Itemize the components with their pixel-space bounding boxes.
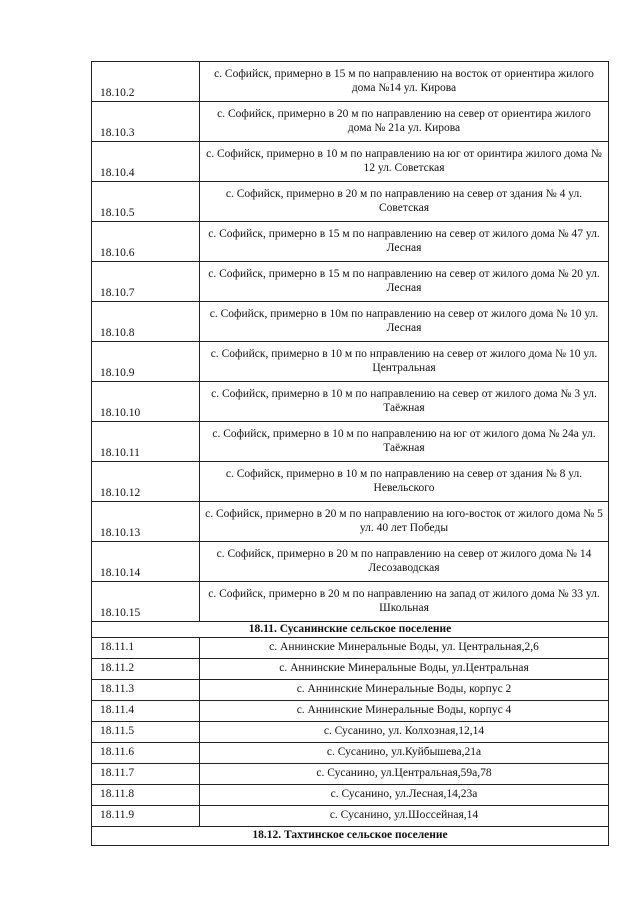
row-number: 18.11.9: [92, 806, 200, 827]
table-row: [92, 806, 609, 827]
table-row: [92, 142, 609, 182]
row-number: 18.11.2: [92, 659, 200, 680]
table-row: [92, 182, 609, 222]
row-number: 18.10.3: [92, 102, 200, 142]
row-number: 18.10.11: [92, 422, 200, 462]
row-address: с. Софийск, примерно в 10 м по нправлению на север от жилого дома № 10 ул. Центральная: [200, 342, 609, 382]
row-address: с. Софийск, примерно в 15 м по направлению на север от жилого дома № 20 ул. Лесная: [200, 262, 609, 302]
table-row: [92, 582, 609, 622]
row-number: 18.10.8: [92, 302, 200, 342]
row-address: с. Софийск, примерно в 10 м по направлению на север от жилого дома № 3 ул. Таёжная: [200, 382, 609, 422]
row-number: 18.10.12: [92, 462, 200, 502]
table-row: [92, 262, 609, 302]
table-row: [92, 542, 609, 582]
row-number: 18.10.10: [92, 382, 200, 422]
table-row: [92, 701, 609, 722]
row-number: 18.10.15: [92, 582, 200, 622]
table-row: [92, 302, 609, 342]
row-address: с. Аннинские Минеральные Воды, корпус 2: [200, 680, 609, 701]
row-number: 18.10.14: [92, 542, 200, 582]
section-title: 18.12. Тахтинское сельское поселение: [92, 827, 609, 846]
row-address: с. Софийск, примерно в 10 м по направлению на север от здания № 8 ул. Невельского: [200, 462, 609, 502]
section-header-row: [92, 827, 609, 846]
table-row: [92, 764, 609, 785]
row-number: 18.11.5: [92, 722, 200, 743]
row-number: 18.10.5: [92, 182, 200, 222]
row-address: с. Сусанино, ул.Шоссейная,14: [200, 806, 609, 827]
row-address: с. Софийск, примерно в 10 м по направлению на юг от жилого дома № 24а ул. Таёжная: [200, 422, 609, 462]
row-number: 18.11.1: [92, 638, 200, 659]
row-number: 18.10.4: [92, 142, 200, 182]
row-address: с. Софийск, примерно в 20 м по направлению на юго-восток от жилого дома № 5 ул. 40 лет Победы: [200, 502, 609, 542]
row-number: 18.11.8: [92, 785, 200, 806]
section-title: 18.11. Сусанинские сельское поселение: [92, 622, 609, 638]
row-address: с. Софийск, примерно в 20 м по направлению на запад от жилого дома № 33 ул. Школьная: [200, 582, 609, 622]
address-table: [91, 61, 609, 846]
table-row: [92, 502, 609, 542]
row-address: с. Сусанино, ул. Колхозная,12,14: [200, 722, 609, 743]
table-row: [92, 422, 609, 462]
row-address: с. Аннинские Минеральные Воды, ул. Центральная,2,6: [200, 638, 609, 659]
table-row: [92, 382, 609, 422]
table-row: [92, 222, 609, 262]
row-address: с. Сусанино, ул.Куйбышева,21а: [200, 743, 609, 764]
table-row: [92, 342, 609, 382]
table-row: [92, 62, 609, 102]
row-number: 18.10.6: [92, 222, 200, 262]
row-address: с. Софийск, примерно в 20 м по направлению на север от жилого дома № 14 Лесозаводская: [200, 542, 609, 582]
table-row: [92, 638, 609, 659]
table-row: [92, 659, 609, 680]
row-number: 18.11.6: [92, 743, 200, 764]
table-row: [92, 722, 609, 743]
table-row: [92, 680, 609, 701]
row-address: с. Сусанино, ул.Лесная,14,23а: [200, 785, 609, 806]
row-address: с. Софийск, примерно в 15 м по направлению на восток от ориентира жилого дома №14 ул. Кирова: [200, 62, 609, 102]
table-row: [92, 785, 609, 806]
row-address: с. Аннинские Минеральные Воды, ул.Центральная: [200, 659, 609, 680]
section-header-row: [92, 622, 609, 638]
row-number: 18.10.13: [92, 502, 200, 542]
row-address: с. Софийск, примерно в 20 м по направлению на север от ориентира жилого дома № 21а ул. Кирова: [200, 102, 609, 142]
row-address: с. Софийск, примерно в 15 м по направлению на север от жилого дома № 47 ул. Лесная: [200, 222, 609, 262]
row-number: 18.10.2: [92, 62, 200, 102]
table-row: [92, 102, 609, 142]
row-number: 18.11.4: [92, 701, 200, 722]
row-address: с. Софийск, примерно в 20 м по направлению на север от здания № 4 ул. Советская: [200, 182, 609, 222]
row-number: 18.10.9: [92, 342, 200, 382]
table-row: [92, 462, 609, 502]
row-address: с. Софийск, примерно в 10 м по направлению на юг от оринтира жилого дома № 12 ул. Советская: [200, 142, 609, 182]
row-address: с. Софийск, примерно в 10м по направлению на север от жилого дома № 10 ул. Лесная: [200, 302, 609, 342]
table-row: [92, 743, 609, 764]
row-address: с. Сусанино, ул.Центральная,59а,78: [200, 764, 609, 785]
row-number: 18.10.7: [92, 262, 200, 302]
row-number: 18.11.7: [92, 764, 200, 785]
row-number: 18.11.3: [92, 680, 200, 701]
row-address: с. Аннинские Минеральные Воды, корпус 4: [200, 701, 609, 722]
